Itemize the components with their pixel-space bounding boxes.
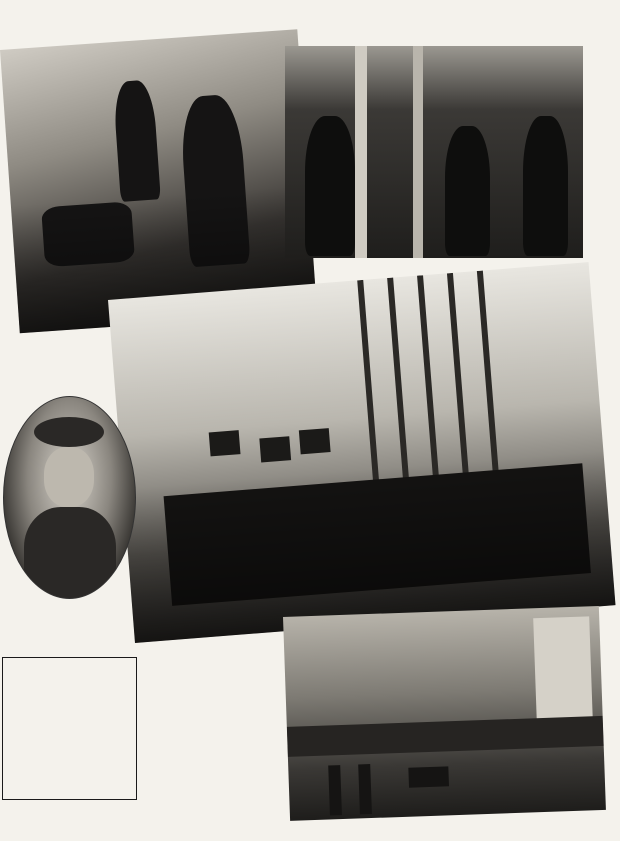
procession-photo	[108, 262, 616, 643]
pizarro-portrait	[3, 396, 136, 599]
trujillo-photo	[283, 606, 606, 821]
caudillo-photo	[285, 46, 583, 258]
hispanidad-text-box	[2, 657, 137, 800]
